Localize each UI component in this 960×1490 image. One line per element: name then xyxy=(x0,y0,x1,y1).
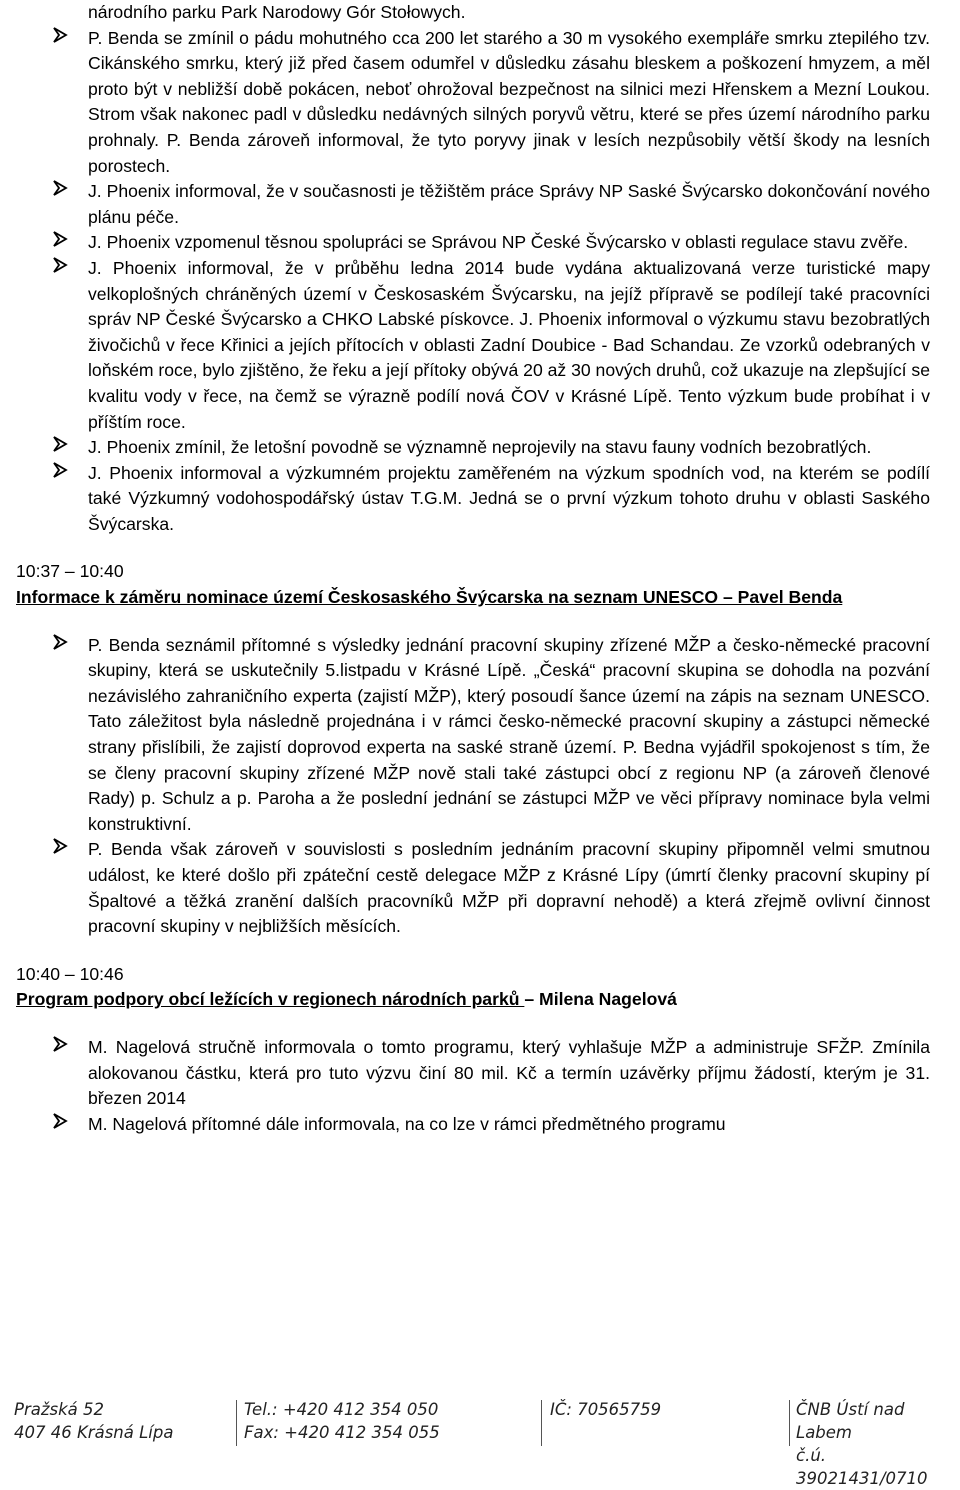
bullet-text: P. Benda však zároveň v souvislosti s posledním jednáním pracovní skupiny připomněl velmi smutnou událost, ke které došlo při zpáteční cestě delegace MŽP z Krásné Lípy (úmrtí členky pracovní skupiny pí Špaltové a těžká zranění dalších pracovníků MŽP při dopravní nehodě) a která zřejmě ovlivní činnost pracovní skupiny v nejbližších měsících. xyxy=(88,839,930,937)
footer-divider xyxy=(789,1400,790,1446)
list-item xyxy=(16,1035,930,1112)
list-item xyxy=(16,230,930,256)
bullet-text: J. Phoenix vzpomenul těsnou spolupráci se Správou NP České Švýcarsko v oblasti regulace stavu zvěře. xyxy=(88,232,909,253)
section-time: 10:37 – 10:40 xyxy=(16,561,124,582)
footer-bank xyxy=(796,1398,960,1490)
footer-tel: Tel.: +420 412 354 050 xyxy=(244,1400,439,1419)
list-item xyxy=(16,179,930,230)
section-heading xyxy=(16,585,930,611)
bullet-text: P. Benda se zmínil o pádu mohutného cca 200 let starého a 30 m vysokého exempláře smrku ztepilého tzv. Cikánského smrku, který již před časem odumřel v důsledku zásahu bleskem a poškození hmyzem, a měl proto být v nebližší době pokácen, neboť ohrožoval bezpečnost na silnici mezi Hřenskem a Mezní Loukou. Strom však nakonec padl v důsledku nedávných silných poryvů větru, které se přes území národního parku prohnaly. P. Benda zároveň informoval, že tyto poryvy jinak v lesích nezpůsobily větší škody na lesních porostech. xyxy=(88,27,930,176)
bullet-text: P. Benda seznámil přítomné s výsledky jednání pracovní skupiny zřízené MŽP a česko-německé pracovní skupiny, která se uskutečnily 5.listpadu v Krásné Lípě. „Česká“ pracovní skupina se dohodla na pozvání nezávislého zahraničního experta (zajistí MŽP), který posoudí šance území na zápis na seznam UNESCO. Tato záležitost byla následně projednána i v rámci česko-německé pracovní skupiny a zástupci německé strany přislíbili, že zajistí doprovod experta na saské straně území. P. Bedna vyjádřil spokojenost s tím, že se členy pracovní skupiny zřízené MŽP nově stali také zástupci obcí z regionu NP (a zároveň členové Rady) p. Schulz a p. Paroha a že poslední jednání se zástupci MŽP ve věci přípravy nominace byla velmi konstruktivní. xyxy=(88,634,930,834)
list-item xyxy=(16,1112,930,1138)
arrow-bullet-icon xyxy=(52,1112,74,1137)
bullet-text: M. Nagelová přítomné dále informovala, na co lze v rámci předmětného programu xyxy=(88,1113,726,1134)
section-time: 10:40 – 10:46 xyxy=(16,963,124,984)
arrow-bullet-icon xyxy=(52,256,74,281)
bullet-text: J. Phoenix informoval a výzkumném projektu zaměřeném na výzkum spodních vod, na kterém se podílí také Výzkumný vodohospodářský ústav T.G.M. Jedná se o první výzkum tohoto druhu v oblasti Saského Švýcarska. xyxy=(88,462,930,534)
arrow-bullet-icon xyxy=(52,230,74,255)
arrow-bullet-icon xyxy=(52,1035,74,1060)
list-item xyxy=(16,26,930,180)
bullet-text: M. Nagelová stručně informovala o tomto programu, který vyhlašuje MŽP a administruje SFŽP. Zmínila alokovanou částku, která pro tuto výzvu činí 80 mil. Kč a termín uzávěrky příjmu žádostí, kterým je 31. březen 2014 xyxy=(88,1036,930,1109)
arrow-bullet-icon xyxy=(52,837,74,862)
section-title: Program podpory obcí ležících v regionech národních parků xyxy=(16,989,525,1010)
footer-bank-line2: č.ú. 39021431/0710 xyxy=(796,1446,928,1488)
footer-address-line2: 407 46 Krásná Lípa xyxy=(14,1423,174,1442)
footer-divider xyxy=(236,1400,237,1446)
arrow-bullet-icon xyxy=(52,26,74,51)
section-title: Informace k záměru nominace území Českosaského Švýcarska na seznam UNESCO – Pavel Benda xyxy=(16,587,843,608)
document-body xyxy=(16,0,930,1137)
footer-fax: Fax: +420 412 354 055 xyxy=(244,1423,440,1442)
footer-ic-text: IČ: 70565759 xyxy=(550,1400,662,1419)
list-item xyxy=(16,256,930,435)
footer-bank-line1: ČNB Ústí nad Labem xyxy=(796,1400,905,1442)
list-item xyxy=(16,837,930,939)
intro-top-line: národního parku Park Narodowy Gór Stołowych. xyxy=(88,2,466,22)
section-heading xyxy=(16,987,930,1013)
footer-divider xyxy=(541,1400,542,1446)
arrow-bullet-icon xyxy=(52,435,74,460)
footer-contact xyxy=(244,1398,440,1444)
bullet-text: J. Phoenix zmínil, že letošní povodně se významně neprojevily na stavu fauny vodních bezobratlých. xyxy=(88,437,872,458)
section-presenter: – Milena Nagelová xyxy=(524,989,677,1010)
list-item xyxy=(16,435,930,461)
arrow-bullet-icon xyxy=(52,633,74,658)
bullet-text: J. Phoenix informoval, že v průběhu ledna 2014 bude vydána aktualizovaná verze turistické mapy velkoplošných chráněných území v Českosaském Švýcarsku, na jejíž přípravě se podílejí také pracovníci správ NP České Švýcarsko a CHKO Labské pískovce. J. Phoenix informoval o výzkumu stavu bezobratlých živočichů v řece Křinici a jejích přítocích v oblasti Zadní Doubice - Bad Schandau. Ze vzorků odebraných v loňském roce, bylo zjištěno, že řeku a její přítoky obývá 20 až 30 nových druhů, což ukazuje na zlepšující se kvalitu vody v řece, na čemž se výrazně podílí nová ČOV v Krásné Lípě. Tento výzkum bude probíhat i v příštím roce. xyxy=(88,257,931,432)
list-item xyxy=(16,461,930,538)
arrow-bullet-icon xyxy=(52,179,74,204)
bullet-text: J. Phoenix informoval, že v současnosti je těžištěm práce Správy NP Saské Švýcarsko dokončování nového plánu péče. xyxy=(88,181,930,227)
footer-address-line1: Pražská 52 xyxy=(14,1400,105,1419)
page-footer xyxy=(0,1392,960,1488)
arrow-bullet-icon xyxy=(52,461,74,486)
footer-ic xyxy=(550,1398,661,1421)
list-item xyxy=(16,633,930,838)
footer-address xyxy=(14,1398,173,1444)
